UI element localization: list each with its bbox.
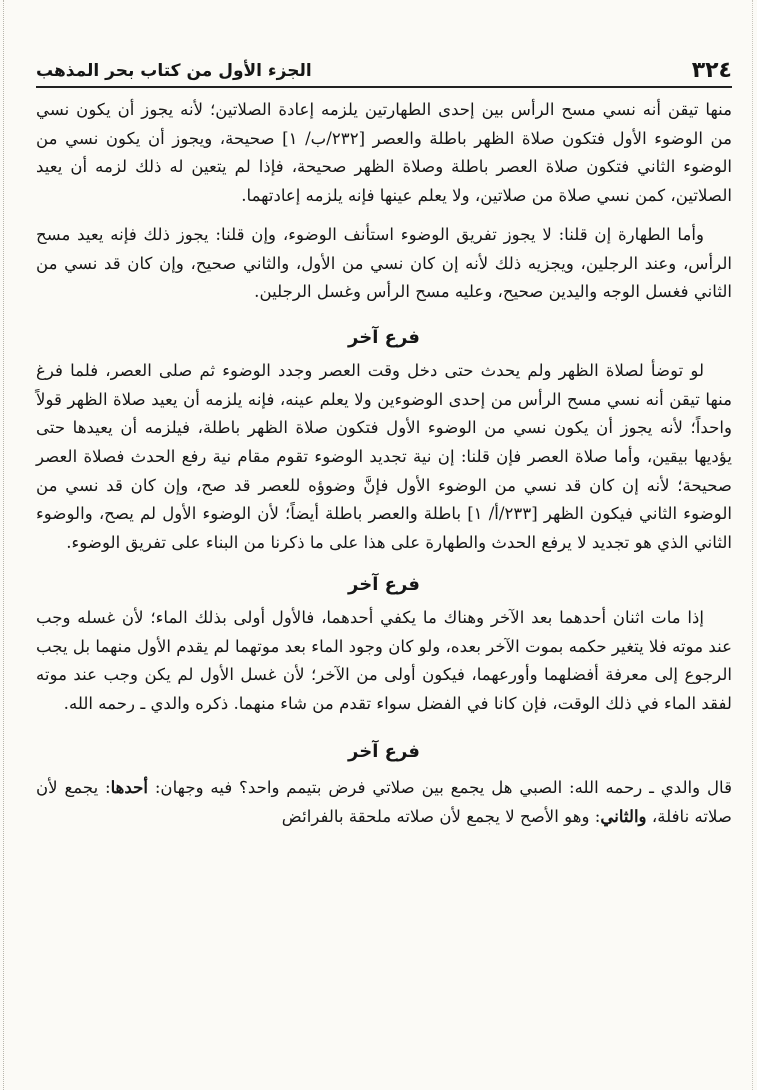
page-body <box>36 88 732 832</box>
section-heading-2: فرع آخر <box>348 573 420 595</box>
paragraph-1: منها تيقن أنه نسي مسح الرأس بين إحدى الطهارتين يلزمه إعادة الصلاتين؛ لأنه يجوز أن يكون نسي من الوضوء الأول فتكون صلاة الظهر باطلة والعصر [٢٣٢/ب/ ١] صحيحة، ويجوز أن يكون نسي من الوضوء الثاني فتكون صلاة العصر باطلة وصلاة الظهر صحيحة، فإذا لم يتعين له ذلك لزمه أن يعيد الصلاتين، كمن نسي صلاة من صلاتين، ولا يعلم عينها فإنه يلزمه إعادتهما. <box>36 100 733 206</box>
paragraph-2: وأما الطهارة إن قلنا: لا يجوز تفريق الوضوء استأنف الوضوء، وإن قلنا: يجوز ذلك فإنه يعيد مسح الرأس، وعند الرجلين، ويجزيه ذلك لأنه إن كان نسي من الأول، والثاني صحيح، وإن كان قد نسي من الثاني فغسل الوجه واليدين صحيح، وعليه مسح الرأس وغسل الرجلين. <box>36 224 732 302</box>
paragraph-5 <box>36 773 732 832</box>
first-view-label: أحدها <box>110 776 149 797</box>
running-title: الجزء الأول من كتاب بحر المذهب <box>36 61 312 81</box>
book-page <box>36 52 732 832</box>
second-view-text: : وهو الأصح لا يجمع لأن صلاته ملحقة بالفرائض <box>281 807 601 827</box>
scan-edge-left <box>3 0 4 1090</box>
second-view-label: والثاني <box>600 806 647 827</box>
first-view-text: : يجمع لأن صلاته نافلة، <box>36 777 732 827</box>
section-heading-1: فرع آخر <box>348 326 420 348</box>
page-number: ٣٢٤ <box>691 58 732 83</box>
paragraph-4: إذا مات اثنان أحدهما بعد الآخر وهناك ما يكفي أحدهما، فالأول أولى بذلك الماء؛ لأن غسله وجب عند موته فلا يتغير حكمه بموت الآخر بعده، ولو كان وجود الماء بعد موتهما لم يقدم الأول منهما بل يجب الرجوع إلى معرفة أفضلهما وأورعهما، فيكون أولى من الآخر؛ لأن غسل الأول لم يكن وجب عند موته لفقد الماء في ذلك الوقت، فإن كانا في الفضل سواء تقدم من شاء منهما. ذكره والدي ـ رحمه الله. <box>36 607 732 713</box>
scan-edge-right <box>752 0 753 1090</box>
paragraph-3: لو توضأ لصلاة الظهر ولم يحدث حتى دخل وقت العصر وجدد الوضوء ثم صلى العصر، فلما فرغ منها تيقن أنه نسي مسح الرأس من إحدى الوضوءين ولا يعلم عينه، فإنه يلزمه أن يعيد صلاة الظهر قولاً واحداً؛ لأنه يجوز أن يكون نسي من الوضوء الأول فتكون صلاة الظهر باطلة، فيلزمه أن يعيدها حتى يؤديها بيقين، وأما صلاة العصر فإن قلنا: إن نية تجديد الوضوء تقوم مقام نية رفع الحدث فصلاة العصر صحيحة؛ لأنه إن كان قد نسي من الوضوء الأول فإنَّ وضوؤه للعصر قد صح، وإن كان قد نسي من الوضوء الثاني فيكون الظهر [٢٣٣/أ/ ١] باطلة والعصر باطلة أيضاً؛ لأن الوضوء الأول لم يصح، والوضوء الثاني الذي هو تجديد لا يرفع الحدث والطهارة على هذا على ما ذكرنا من البناء على تفريق الوضوء. <box>36 360 732 553</box>
paragraph-5-intro: قال والدي ـ رحمه الله: الصبي هل يجمع بين صلاتي فرض بتيمم واحد؟ فيه وجهان: <box>154 777 733 797</box>
running-header <box>36 52 732 88</box>
section-heading-3: فرع آخر <box>348 740 420 762</box>
